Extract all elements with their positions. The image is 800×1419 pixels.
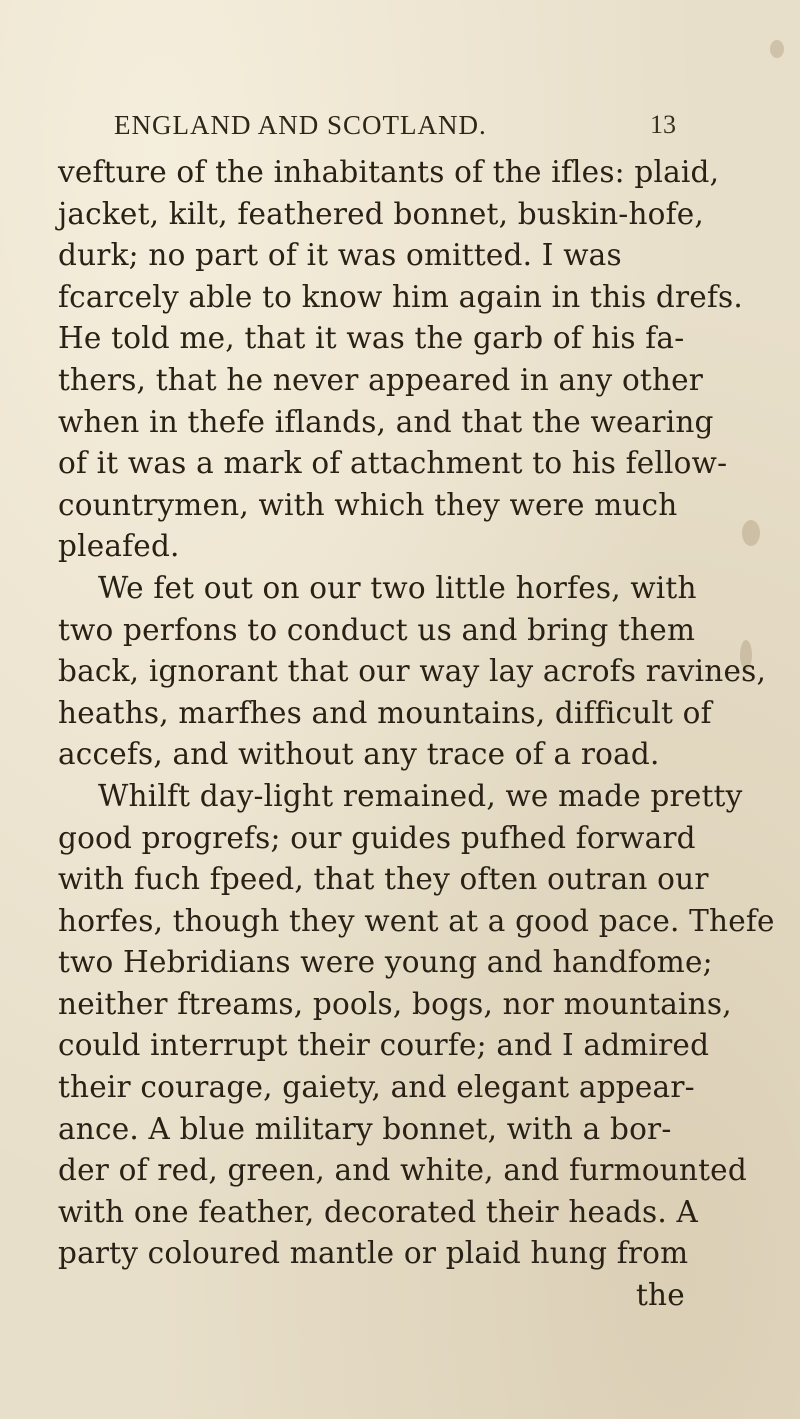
text-line: jacket, kilt, feathered bonnet, buskin-hofe,	[58, 196, 704, 231]
text-line: durk; no part of it was omitted. I was	[58, 238, 622, 273]
text-line: with one feather, decorated their heads. A	[58, 1194, 699, 1229]
text-line: good progrefs; our guides pufhed forward	[58, 820, 696, 855]
paragraph-start-line: Whilft day-light remained, we made pretty	[98, 778, 743, 813]
text-line: two perfons to conduct us and bring them	[58, 612, 696, 647]
paragraph-start-line: We fet out on our two little horfes, with	[98, 570, 697, 605]
text-line: could interrupt their courfe; and I admired	[58, 1028, 710, 1063]
running-head: ENGLAND AND SCOTLAND.	[114, 110, 487, 140]
text-line: neither ftreams, pools, bogs, nor mountains,	[58, 986, 732, 1021]
text-line: thers, that he never appeared in any other	[58, 362, 704, 397]
page-number: 13	[650, 110, 676, 139]
text-line: heaths, marfhes and mountains, difficult of	[58, 695, 712, 730]
catchword: the	[636, 1278, 685, 1313]
text-line: their courage, gaiety, and elegant appear-	[58, 1070, 695, 1105]
text-line: back, ignorant that our way lay acrofs ravines,	[58, 654, 767, 689]
text-line: accefs, and without any trace of a road.	[58, 737, 660, 772]
text-line: of it was a mark of attachment to his fellow-	[58, 446, 728, 481]
paper-stain	[770, 40, 784, 58]
text-line: He told me, that it was the garb of his fa-	[58, 321, 685, 356]
paper-stain	[742, 520, 760, 546]
text-line: horfes, though they went at a good pace. Thefe	[58, 903, 775, 938]
text-line: der of red, green, and white, and furmounted	[58, 1153, 747, 1188]
text-line: vefture of the inhabitants of the ifles: plaid,	[58, 155, 720, 189]
text-line: fcarcely able to know him again in this drefs.	[58, 279, 743, 314]
text-line: ance. A blue military bonnet, with a bor-	[58, 1111, 672, 1146]
body-text	[58, 152, 775, 1317]
text-line: pleafed.	[58, 529, 180, 564]
text-line: countrymen, with which they were much	[58, 487, 678, 522]
text-line: party coloured mantle or plaid hung from	[58, 1236, 689, 1271]
text-line: two Hebridians were young and handfome;	[58, 945, 713, 980]
page-header	[114, 106, 694, 146]
text-line: with fuch fpeed, that they often outran our	[58, 862, 709, 897]
text-line: when in thefe iflands, and that the wearing	[58, 404, 714, 439]
